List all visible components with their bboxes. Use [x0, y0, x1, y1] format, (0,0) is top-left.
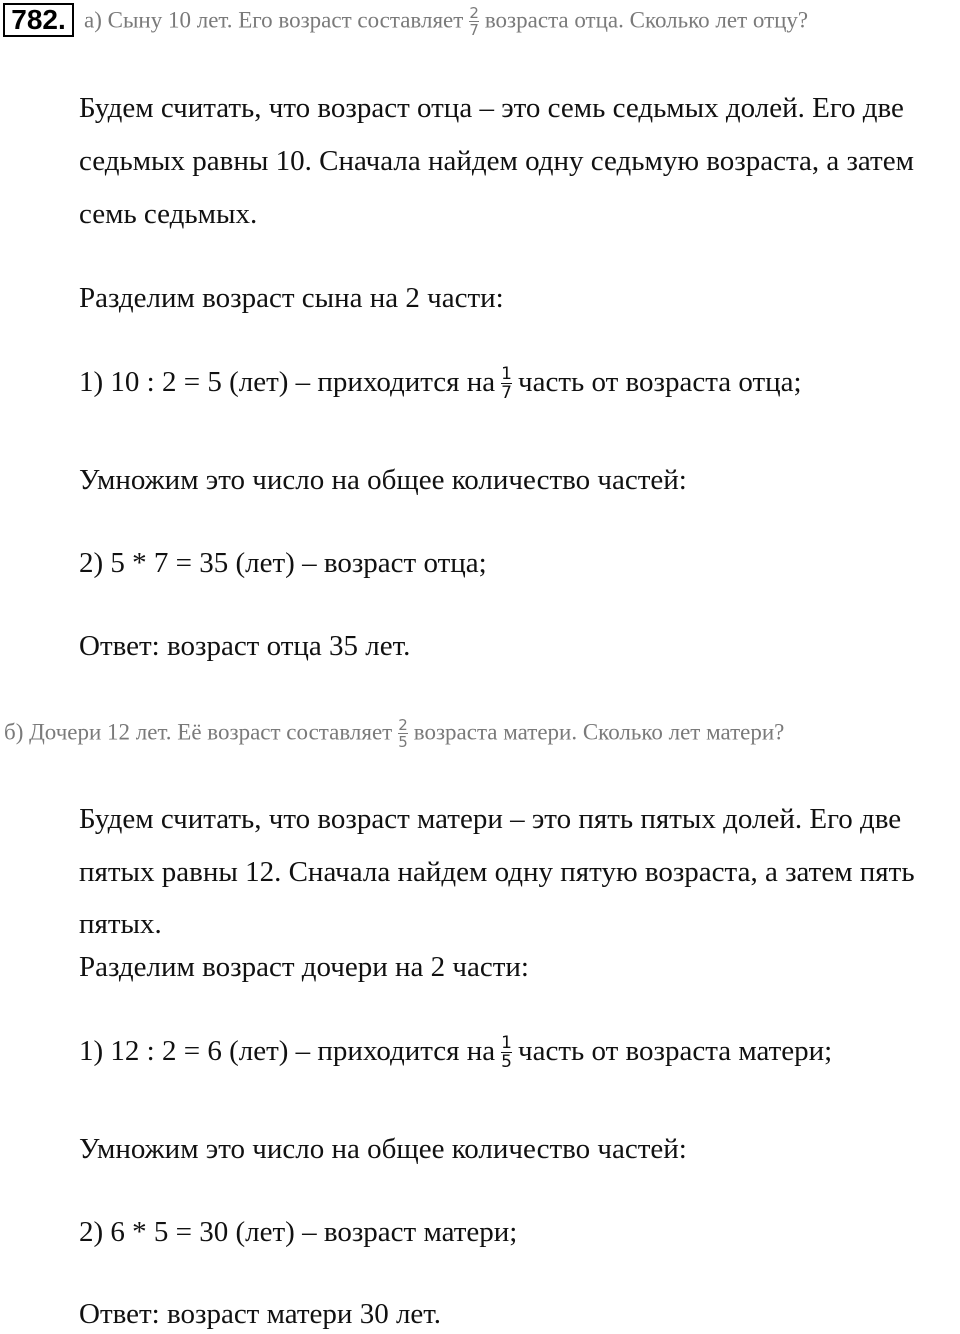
solution-b-multiply-intro: Умножим это число на общее количество частей:: [79, 1133, 687, 1165]
fraction-numerator: 1: [501, 364, 512, 385]
fraction-denominator: 5: [501, 1052, 512, 1073]
solution-b-answer: Ответ: возраст матери 30 лет.: [79, 1298, 442, 1330]
step-1-fraction: [501, 366, 512, 402]
task-a-text-before: а) Сыну 10 лет. Его возраст составляет: [84, 7, 464, 33]
task-b-text-after: возраста матери. Сколько лет матери?: [413, 719, 785, 745]
step-1-text-after: часть от возраста матери;: [517, 1035, 833, 1067]
problem-number: 782.: [3, 3, 74, 37]
task-a-fraction: [469, 6, 479, 38]
solution-a-line-1: Будем считать, что возраст отца – это семь седьмых долей. Его две: [79, 92, 904, 124]
fraction-numerator: 2: [469, 4, 479, 22]
solution-a-divide-intro: Разделим возраст сына на 2 части:: [79, 282, 504, 314]
solution-b-line-3: пятых.: [79, 908, 162, 940]
task-a: [84, 6, 808, 38]
task-a-text-after: возраста отца. Сколько лет отцу?: [484, 7, 809, 33]
step-1-text-before: 1) 10 : 2 = 5 (лет) – приходится на: [79, 366, 496, 398]
solution-b-line-1: Будем считать, что возраст матери – это пять пятых долей. Его две: [79, 803, 902, 835]
fraction-denominator: 7: [469, 21, 479, 39]
fraction-denominator: 5: [398, 733, 408, 751]
solution-b-step-2: 2) 6 * 5 = 30 (лет) – возраст матери;: [79, 1216, 518, 1248]
step-1-text-after: часть от возраста отца;: [517, 366, 802, 398]
step-1-fraction: [501, 1035, 512, 1071]
fraction-denominator: 7: [501, 383, 512, 404]
solution-b-step-1: [79, 1035, 832, 1071]
solution-a-line-3: семь седьмых.: [79, 198, 258, 230]
solution-b-divide-intro: Разделим возраст дочери на 2 части:: [79, 951, 529, 983]
task-b: [4, 718, 784, 750]
solution-a-step-1: [79, 366, 802, 402]
solution-a-line-2: седьмых равны 10. Сначала найдем одну седьмую возраста, а затем: [79, 145, 914, 177]
solution-a-answer: Ответ: возраст отца 35 лет.: [79, 630, 411, 662]
task-b-text-before: б) Дочери 12 лет. Её возраст составляет: [4, 719, 393, 745]
fraction-numerator: 2: [398, 716, 408, 734]
step-1-text-before: 1) 12 : 2 = 6 (лет) – приходится на: [79, 1035, 496, 1067]
solution-a-step-2: 2) 5 * 7 = 35 (лет) – возраст отца;: [79, 547, 487, 579]
task-b-fraction: [398, 718, 408, 750]
solution-b-line-2: пятых равны 12. Сначала найдем одну пятую возраста, а затем пять: [79, 856, 915, 888]
fraction-numerator: 1: [501, 1033, 512, 1054]
solution-a-multiply-intro: Умножим это число на общее количество частей:: [79, 464, 687, 496]
